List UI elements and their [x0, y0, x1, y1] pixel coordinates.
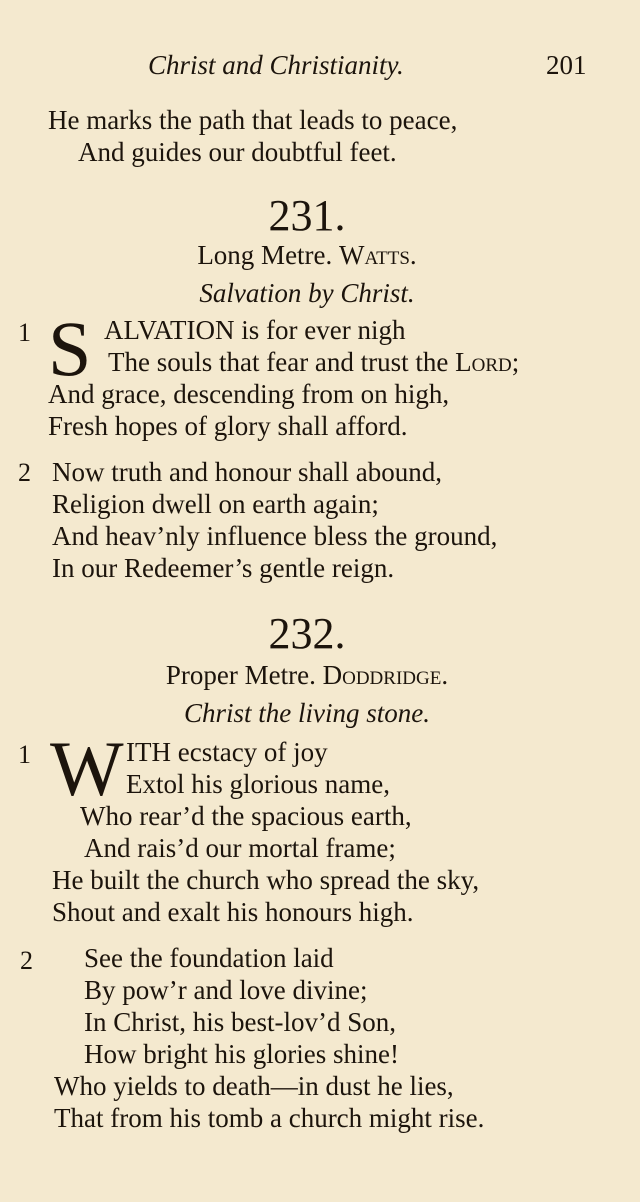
author: Doddridge.: [322, 660, 449, 690]
hymn-232-verse-1-line-1: ITH ecstacy of joy: [126, 737, 328, 767]
page-number: 201: [546, 50, 587, 80]
hymn-number-231: 231.: [268, 191, 346, 240]
hymn-232-verse-1-number: 1: [18, 740, 31, 769]
hymn-231-verse-2-line-3: And heav’nly influence bless the ground,: [52, 521, 498, 551]
hymn-232-verse-1-line-6: Shout and exalt his honours high.: [52, 897, 414, 927]
hymn-231-verse-2-number: 2: [18, 458, 31, 487]
drop-cap: S: [48, 305, 92, 392]
hymn-231-verse-2-line-1: Now truth and honour shall abound,: [52, 457, 442, 487]
hymn-231-verse-1-line-4: Fresh hopes of glory shall afford.: [48, 411, 408, 441]
author: Watts.: [339, 240, 417, 270]
line-text: The souls that fear and trust the: [108, 347, 456, 377]
hymn-232-verse-2-line-1: See the foundation laid: [84, 943, 334, 973]
hymn-232-verse-2-line-5: Who yields to death—in dust he lies,: [54, 1071, 454, 1101]
hymn-231-meter: [0, 240, 614, 271]
hymn-231-verse-2-line-2: Religion dwell on earth again;: [52, 489, 379, 519]
continuation-line-2: And guides our doubtful feet.: [78, 137, 397, 167]
hymn-number-232: 232.: [268, 609, 346, 658]
hymn-232-subject: Christ the living stone.: [184, 698, 430, 728]
hymn-231-verse-1-line-3: And grace, descending from on high,: [48, 379, 450, 409]
hymn-232-verse-1-line-4: And rais’d our mortal frame;: [84, 833, 396, 863]
hymn-232-verse-2-number: 2: [20, 946, 33, 975]
hymn-232-verse-2-line-6: That from his tomb a church might rise.: [54, 1103, 485, 1133]
hymn-232-meter: [0, 660, 614, 691]
hymn-232-verse-1-line-5: He built the church who spread the sky,: [52, 865, 480, 895]
lord-small-caps: Lord;: [455, 347, 520, 377]
hymn-232-verse-2-line-2: By pow’r and love divine;: [84, 975, 368, 1005]
hymn-231-verse-1-line-1: ALVATION is for ever nigh: [104, 315, 406, 345]
hymn-232-verse-1-line-3: Who rear’d the spacious earth,: [80, 801, 412, 831]
meter-text: Proper Metre.: [165, 660, 323, 690]
hymn-232-verse-2-line-4: How bright his glories shine!: [84, 1039, 399, 1069]
hymn-232-verse-2-line-3: In Christ, his best-lov’d Son,: [84, 1007, 397, 1037]
hymn-231-subject: Salvation by Christ.: [199, 278, 415, 308]
hymn-231-verse-1-line-2: [108, 346, 519, 378]
continuation-line-1: He marks the path that leads to peace,: [48, 105, 458, 135]
hymn-231-verse-1-number: 1: [18, 318, 31, 347]
hymn-231-verse-2-line-4: In our Redeemer’s gentle reign.: [52, 553, 395, 583]
drop-cap: W: [50, 725, 124, 812]
running-head: Christ and Christianity.: [148, 50, 404, 80]
hymn-232-verse-1-line-2: Extol his glorious name,: [126, 769, 390, 799]
meter-text: Long Metre.: [197, 240, 340, 270]
